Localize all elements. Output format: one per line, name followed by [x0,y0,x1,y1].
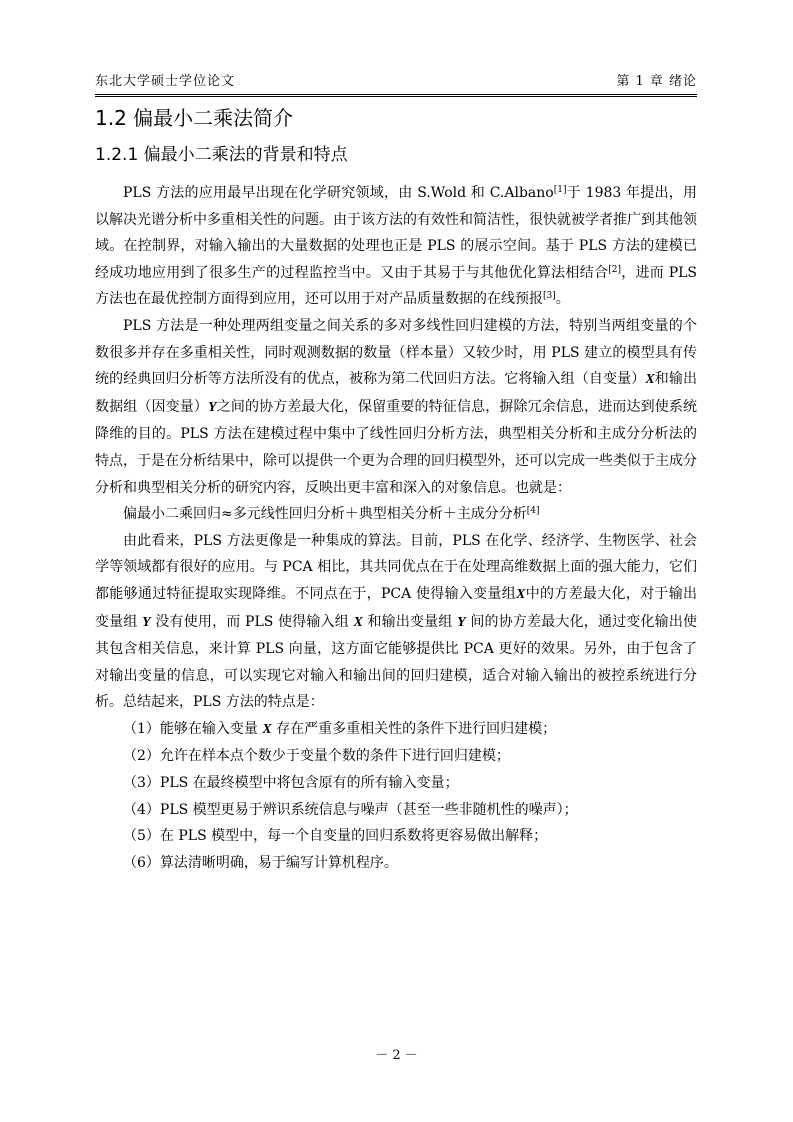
p1-text-a: PLS 方法的应用最早出现在化学研究领域，由 S.Wold 和 C.Albano [123,185,554,201]
var-y: Y [142,614,151,630]
citation-4: [4] [526,506,540,517]
p2-text-b: 和输出数据组（因变量） [95,371,698,415]
paragraph-2 [95,313,697,501]
paragraph-1 [95,180,697,313]
p1-text-b: 于 1983 年提出，用以解决光谱分析中多重相关性的问题。由于该方法的有效性和简洁性，很快就被学者推广到其他领域。在控制界，对输入输出的大量数据的处理也正是 PLS 的展示空间。基于 PLS 方法的建模已经成功地应用到了很多生产的过程监控当中。又由于其易于与其他优化算法相结合 [95,185,697,281]
p3-text-a: 偏最小二乘回归≈多元线性回归分析＋典型相关分析＋主成分分析 [123,506,527,523]
header-rule [95,96,697,97]
body-text [95,180,697,876]
list-item-1 [95,716,697,744]
citation-3: [3] [543,291,556,302]
page-header [95,72,697,95]
p2-text-a: PLS 方法是一种处理两组变量之间关系的多对多线性回归建模的方法，特别当两组变量的个数很多并存在多重相关性，同时观测数据的数量（样本量）又较少时，用 PLS 建立的模型具有传统的经典回归分析等方法所没有的优点，被称为第二代回归方法。它将输入组（自变量） [95,317,697,388]
paragraph-3-formula [95,501,697,528]
list-item-5: （5）在 PLS 模型中，每一个自变量的回归系数将更容易做出解释； [123,828,548,845]
citation-2: [2] [608,264,621,275]
p4-text-c: 没有使用，而 PLS 使得输入组 [150,613,354,630]
var-y: Y [208,399,217,415]
var-x: X [353,614,363,630]
header-thesis-title: 东北大学硕士学位论文 [95,74,236,89]
citation-1: [1] [553,185,567,195]
var-x: X [645,372,655,388]
list-item-2: （2）允许在样本点个数少于变量个数的条件下进行回归建模； [123,748,510,765]
p4-text-d: 和输出变量组 [362,613,458,630]
p1-text-d: 。 [555,291,570,308]
var-x: X [516,586,526,602]
list-item-6: （6）算法清晰明确，易于编写计算机程序。 [123,854,398,871]
subsection-title: 1.2.1 偏最小二乘法的背景和特点 [95,145,348,165]
list-item-4: （4）PLS 模型更易于辨识系统信息与噪声（甚至一些非随机性的噪声）； [123,801,578,818]
paragraph-4 [95,528,697,716]
item-1-text-b: 存在严重多重相关性的条件下进行回归建模； [271,720,557,737]
var-y: Y [457,614,466,630]
section-title: 1.2 偏最小二乘法简介 [95,106,294,130]
var-x: X [262,721,272,737]
p4-text-b: 中的方差最大化，对于输出变量组 [95,585,697,630]
p2-text-c: 之间的协方差最大化，保留重要的特征信息，摒除冗余信息，进而达到使系统降维的目的。PLS 方法在建模过程中集中了线性回归分析方法，典型相关分析和主成分分析法的特点，于是在分析结果中，除可以提供一个更为合理的回归模型外，还可以完成一些类似于主成分分析和典型相关分析的研究内容，反映出更丰富和深入的对象信息。也就是： [95,398,698,496]
header-chapter: 第 1 章 绪论 [616,74,697,89]
item-1-text-a: （1）能够在输入变量 [123,720,263,737]
list-item-3: （3）PLS 在最终模型中将包含原有的所有输入变量； [123,775,459,792]
p4-text-e: 间的协方差最大化，通过变化输出使其包含相关信息，来计算 PLS 向量，这方面它能够提供比 PCA 更好的效果。另外，由于包含了对输出变量的信息，可以实现它对输入和输出间的回归建模，适合对输入输出的被控系统进行分析。总结起来，PLS 方法的特点是： [95,613,698,711]
p1-text-c: ，进而 PLS 方法也在最优控制方面得到应用，还可以用于对产品质量数据的在线预报 [95,264,698,308]
page-number: － 2 － [375,1048,418,1063]
p4-text-a: 由此看来，PLS 方法更像是一种集成的算法。目前，PLS 在化学、经济学、生物医学、社会学等领域都有很好的应用。与 PCA 相比，其共同优点在于在处理高维数据上面的强大能力，它们都能够通过特征提取实现降维。不同点在于，PCA 使得输入变量组 [95,532,697,602]
